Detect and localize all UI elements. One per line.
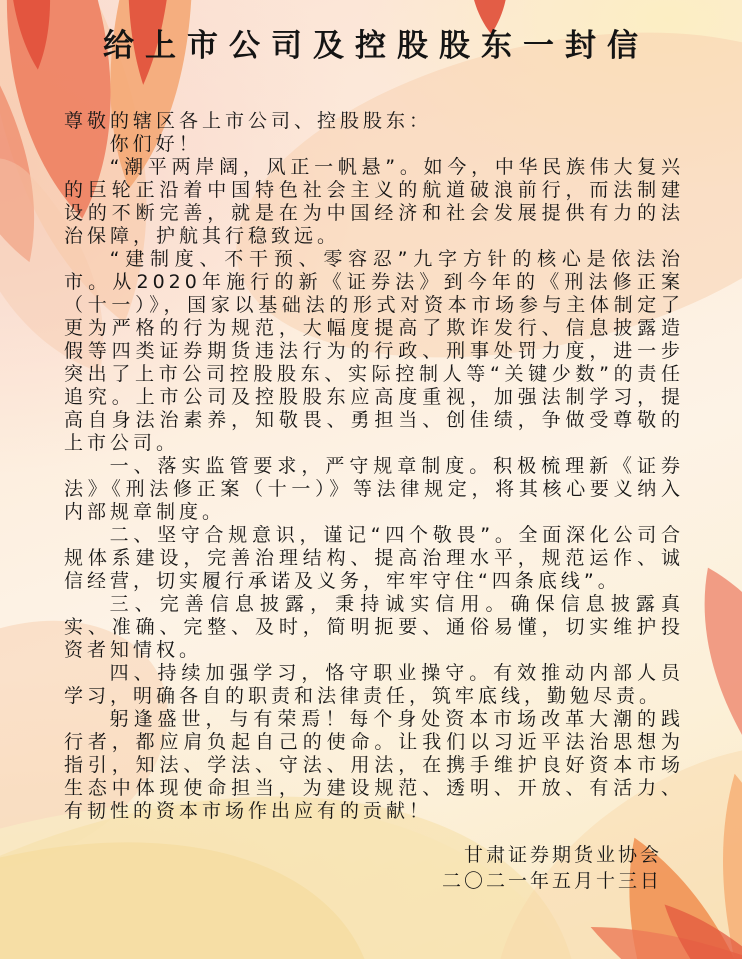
paragraph: 躬逢盛世，与有荣焉！每个身处资本市场改革大潮的践行者，都应肩负起自己的使命。让我们以习近平法治思想为指引，知法、学法、守法、用法，在携手维护良好资本市场生态中体现使命担当，为建设规范、透明、开放、有活力、有韧性的资本市场作出应有的贡献！ [64, 708, 684, 822]
paragraph: 二、坚守合规意识，谨记“四个敬畏”。全面深化公司合规体系建设，完善治理结构、提高治理水平，规范运作、诚信经营，切实履行承诺及义务，牢牢守住“四条底线”。 [64, 524, 684, 592]
signature-date: 二〇二一年五月十三日 [441, 870, 662, 892]
paragraph: 尊敬的辖区各上市公司、控股股东： [64, 110, 433, 132]
page-title: 给上市公司及控股股东一封信 [103, 28, 649, 64]
letter-body [64, 110, 684, 823]
paragraph: “潮平两岸阔，风正一帆悬”。如今，中华民族伟大复兴的巨轮正沿着中国特色社会主义的航道破浪前行，而法制建设的不断完善，就是在为中国经济和社会发展提供有力的法治保障，护航其行稳致远。 [64, 156, 684, 247]
paragraph: 你们好！ [109, 133, 202, 155]
paragraph: 三、完善信息披露，秉持诚实信用。确保信息披露真实、准确、完整、及时，简明扼要、通俗易懂，切实维护投资者知情权。 [64, 593, 684, 661]
paragraph: 四、持续加强学习，恪守职业操守。有效推动内部人员学习，明确各自的职责和法律责任，筑牢底线，勤勉尽责。 [64, 662, 684, 707]
paragraph: “建制度、不干预、零容忍”九字方针的核心是依法治市。从2020年施行的新《证券法》到今年的《刑法修正案（十一）》，国家以基础法的形式对资本市场参与主体制定了更为严格的行为规范，大幅度提高了欺诈发行、信息披露造假等四类证券期货违法行为的行政、刑事处罚力度，进一步突出了上市公司控股股东、实际控制人等“关键少数”的责任追究。上市公司及控股股东应高度重视，加强法制学习，提高自身法治素养，知敬畏、勇担当、创佳绩，争做受尊敬的上市公司。 [64, 248, 684, 454]
paragraph: 一、落实监管要求，严守规章制度。积极梳理新《证券法》《刑法修正案（十一）》等法律规定，将其核心要义纳入内部规章制度。 [64, 455, 684, 523]
signature-block [0, 842, 742, 894]
signature-organization: 甘肃证券期货业协会 [463, 844, 662, 866]
